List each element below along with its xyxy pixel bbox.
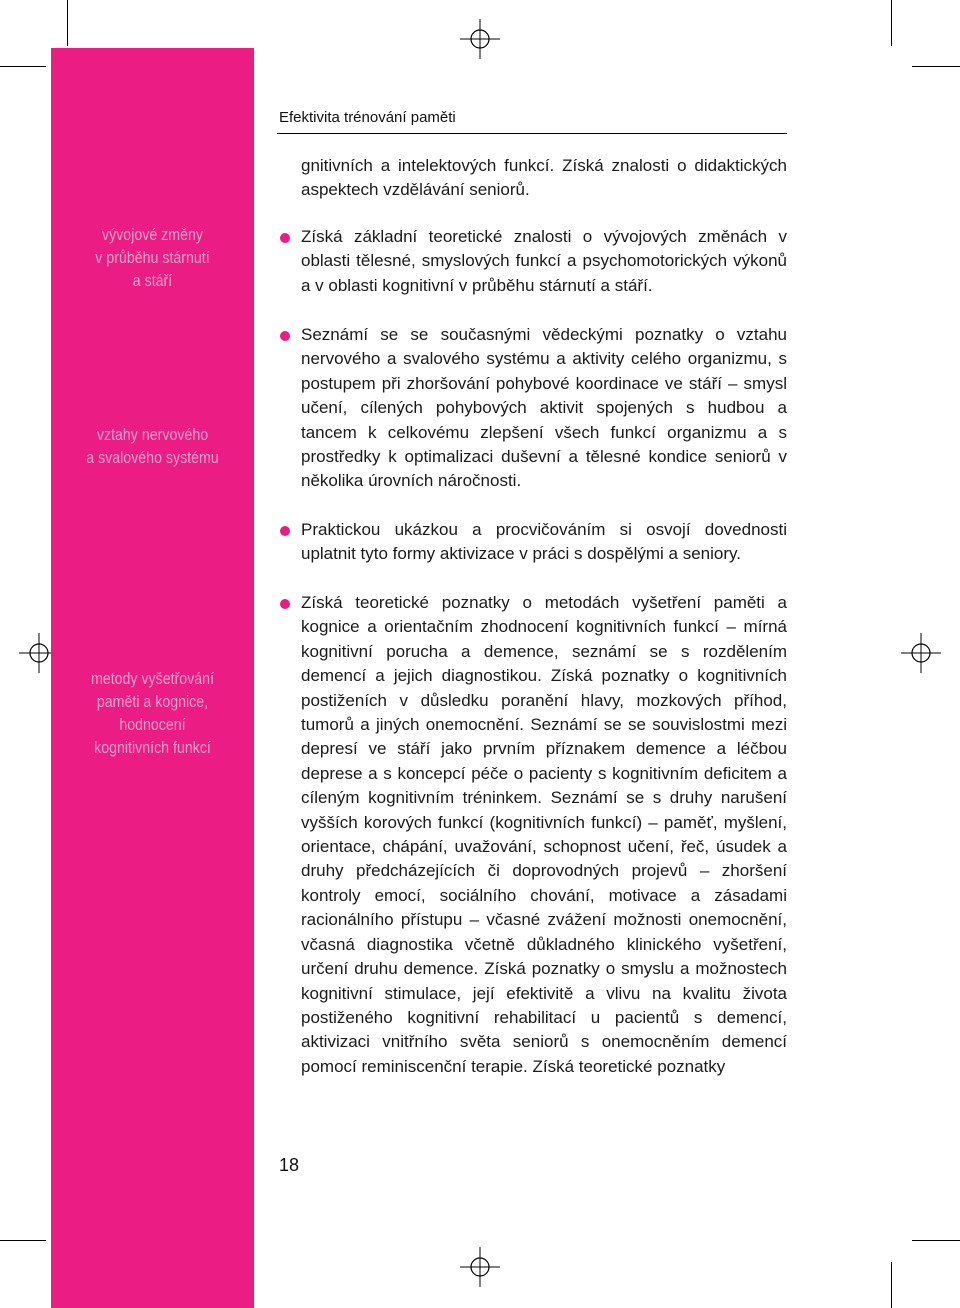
crop-mark xyxy=(912,66,960,67)
crop-mark xyxy=(0,66,46,67)
crop-mark xyxy=(891,1262,892,1308)
page-number: 18 xyxy=(279,1155,300,1175)
sidebar-label-memory-methods: metody vyšetřování paměti a kognice, hodnocení kognitivních funkcí xyxy=(90,670,215,757)
crop-mark xyxy=(0,1240,46,1241)
bullet-paragraph-3: Praktickou ukázkou a procvičováním si osvojí dovednosti uplatnit tyto formy aktivizace v práci s dospělými a seniory. xyxy=(301,520,787,564)
registration-mark-icon xyxy=(901,633,941,673)
bullet-icon xyxy=(280,331,290,341)
running-header: Efektivita trénování paměti xyxy=(279,109,456,126)
crop-mark xyxy=(891,0,892,46)
bullet-icon xyxy=(280,233,290,243)
bullet-icon xyxy=(280,526,290,536)
registration-mark-icon xyxy=(460,1247,500,1287)
margin-sidebar xyxy=(51,48,254,1308)
bullet-paragraph-4: Získá teoretické poznatky o metodách vyšetření paměti a kognice a orientačním zhodnocení kognitivních funkcí – mírná kognitivní porucha a demence, seznámí se s rozdělením demencí a jejich diagnostikou. Získá poznatky o kognitivních postiženích v důsledku poranění hlavy, mozkových příhod, tumorů a jiných onemocnění. Seznámí se se souvislostmi mezi depresí ve stáří jako prvním příznakem demence a léčbou deprese a s koncepcí péče o pacienty s kognitivním deficitem a cíleným kognitivním tréninkem. Seznámí se s druhy narušení vyšších korových funkcí (kognitivních funkcí) – paměť, myšlení, orientace, chápání, uvažování, schopnost učení, řeč, úsudek a druhy předcházejících či doprovodných projevů – zhoršení kontroly emocí, sociálního chování, motivace a zásadami racionálního přístupu – včasné zvážení možnosti onemocnění, včasná diagnostika včetně důkladného klinického vyšetření, určení druhu demence. Získá poznatky o smyslu a možnostech kognitivní stimulace, její efektivitě a vlivu na kvalitu života postiženého kognitivní rehabilitací u pacientů s demencí, aktivizaci vnitřního světa seniorů s onemocněním demencí pomocí reminiscenční terapie. Získá teoretické poznatky xyxy=(301,593,787,1076)
intro-paragraph: gnitivních a intelektových funkcí. Získá znalosti o didaktických aspektech vzdělávání seniorů. xyxy=(301,156,787,200)
sidebar-label-development: vývojové změny v průběhu stárnutí a stáří xyxy=(95,226,210,290)
crop-mark xyxy=(67,0,68,46)
sidebar-label-nervous-system: vztahy nervového a svalového systému xyxy=(86,426,219,467)
header-rule xyxy=(277,133,787,134)
crop-mark xyxy=(912,1240,960,1241)
bullet-paragraph-2: Seznámí se se současnými vědeckými poznatky o vztahu nervového a svalového systému a aktivity celého organizmu, s postupem při zhoršování pohybové koordinace ve stáří – smysl učení, cílených pohybových aktivit spojených s hudbou a tancem k celkovému zlepšení všech funkcí organizmu a s prostředky k optimalizaci duševní a tělesné kondice seniorů v několika úrovních náročnosti. xyxy=(301,325,787,491)
bullet-icon xyxy=(280,599,290,609)
registration-mark-icon xyxy=(460,19,500,59)
bullet-paragraph-1: Získá základní teoretické znalosti o vývojových změnách v oblasti tělesné, smyslových funkcí a psychomotorických výkonů a v oblasti kognitivní v průběhu stárnutí a stáří. xyxy=(301,227,787,295)
